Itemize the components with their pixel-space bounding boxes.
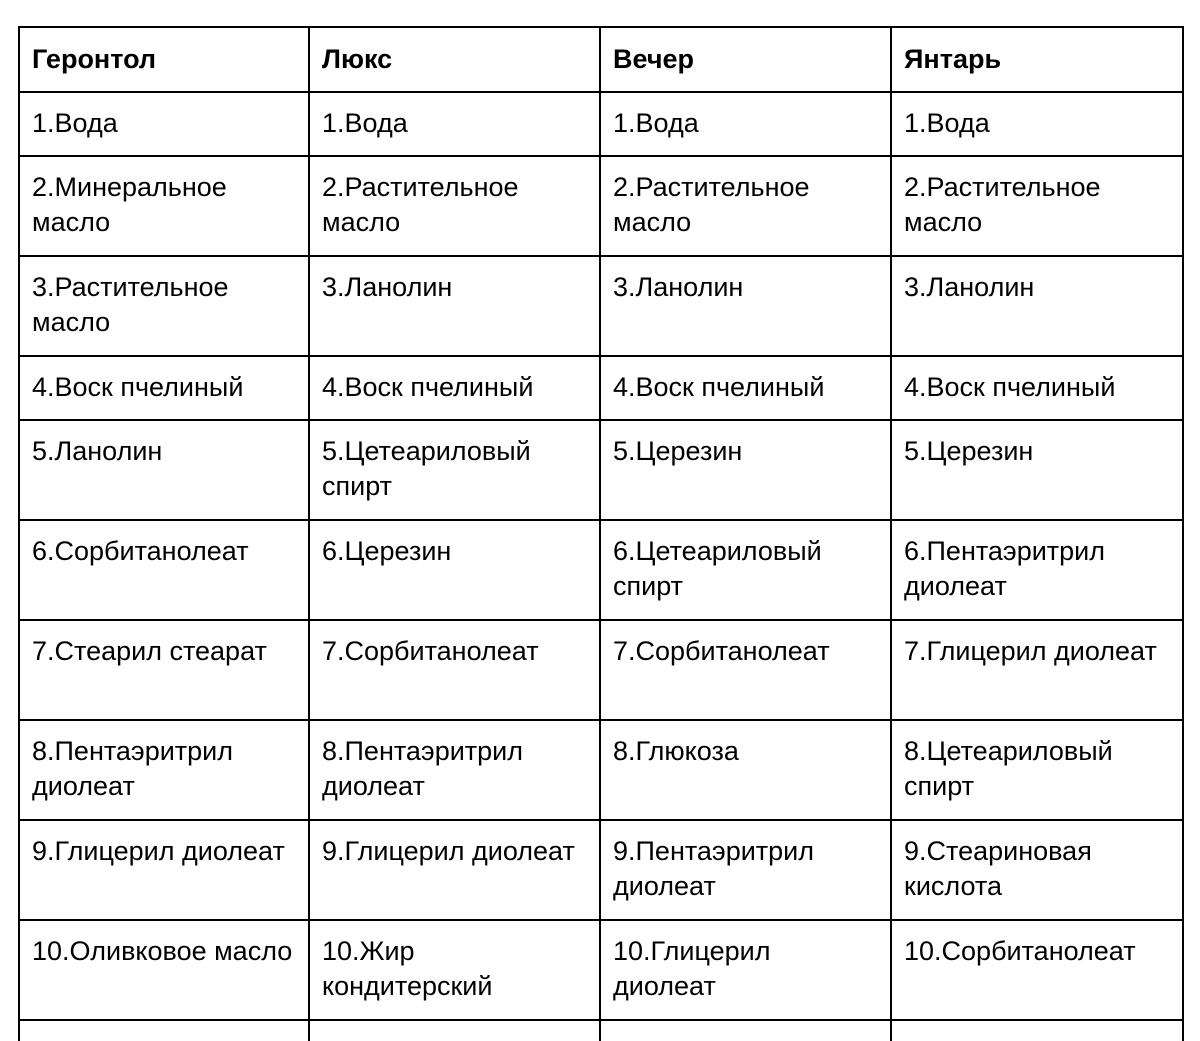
table-cell: 9.Глицерил диолеат <box>19 820 309 920</box>
table-cell: 3.Ланолин <box>891 256 1183 356</box>
table-cell-empty <box>309 1020 600 1041</box>
table-cell: 8.Цетеариловый спирт <box>891 720 1183 820</box>
table-cell: 2.Растительное масло <box>309 156 600 256</box>
table-cell: 8.Глюкоза <box>600 720 891 820</box>
table-cell: 1.Вода <box>19 92 309 156</box>
table-cell: 9.Глицерил диолеат <box>309 820 600 920</box>
table-row <box>19 620 1183 720</box>
table-cell: 10.Глицерил диолеат <box>600 920 891 1020</box>
table-cell: 3.Растительное масло <box>19 256 309 356</box>
table-cell: 1.Вода <box>600 92 891 156</box>
table-cell: 10.Сорбитанолеат <box>891 920 1183 1020</box>
table-cell: 5.Церезин <box>891 420 1183 520</box>
column-header-yantar: Янтарь <box>891 27 1183 92</box>
table-cell: 5.Церезин <box>600 420 891 520</box>
table-cell: 6.Цетеариловый спирт <box>600 520 891 620</box>
table-cell: 4.Воск пчелиный <box>600 356 891 420</box>
table-cell: 2.Растительное масло <box>600 156 891 256</box>
table-cell: 2.Растительное масло <box>891 156 1183 256</box>
table-row <box>19 720 1183 820</box>
table-cell: 4.Воск пчелиный <box>891 356 1183 420</box>
table-cell: 1.Вода <box>891 92 1183 156</box>
table-cell: 3.Ланолин <box>600 256 891 356</box>
table-cell: 7.Сорбитанолеат <box>600 620 891 720</box>
table-row <box>19 420 1183 520</box>
table-cell: 8.Пентаэритрил диолеат <box>309 720 600 820</box>
table-cell: 10.Оливковое масло <box>19 920 309 1020</box>
table-cell-empty <box>19 1020 309 1041</box>
table-row <box>19 920 1183 1020</box>
table-cell: 6.Сорбитанолеат <box>19 520 309 620</box>
table-cell: 2.Минеральное масло <box>19 156 309 256</box>
table-cell: 1.Вода <box>309 92 600 156</box>
table-cell: 3.Ланолин <box>309 256 600 356</box>
table-cell: 8.Пентаэритрил диолеат <box>19 720 309 820</box>
column-header-vecher: Вечер <box>600 27 891 92</box>
table-row <box>19 92 1183 156</box>
ingredients-table <box>18 26 1184 1041</box>
table-cell: 7.Глицерил диолеат <box>891 620 1183 720</box>
table-cell: 9.Пентаэритрил диолеат <box>600 820 891 920</box>
column-header-gerontol: Геронтол <box>19 27 309 92</box>
table-cell-empty <box>891 1020 1183 1041</box>
table-cell: 10.Жир кондитерский <box>309 920 600 1020</box>
table-row-cutoff <box>19 1020 1183 1041</box>
column-header-lux: Люкс <box>309 27 600 92</box>
header-row <box>19 27 1183 92</box>
table-cell: 7.Сорбитанолеат <box>309 620 600 720</box>
table-cell: 5.Ланолин <box>19 420 309 520</box>
table-cell: 4.Воск пчелиный <box>19 356 309 420</box>
table-cell: 9.Стеариновая кислота <box>891 820 1183 920</box>
table-row <box>19 356 1183 420</box>
table-row <box>19 256 1183 356</box>
table-row <box>19 520 1183 620</box>
table-cell: 5.Цетеариловый спирт <box>309 420 600 520</box>
table-row <box>19 156 1183 256</box>
table-row <box>19 820 1183 920</box>
table-cell-empty <box>600 1020 891 1041</box>
table-cell: 6.Церезин <box>309 520 600 620</box>
table-cell: 7.Стеарил стеарат <box>19 620 309 720</box>
table-cell: 6.Пентаэритрил диолеат <box>891 520 1183 620</box>
table-cell: 4.Воск пчелиный <box>309 356 600 420</box>
ingredients-table-container <box>18 26 1182 1041</box>
